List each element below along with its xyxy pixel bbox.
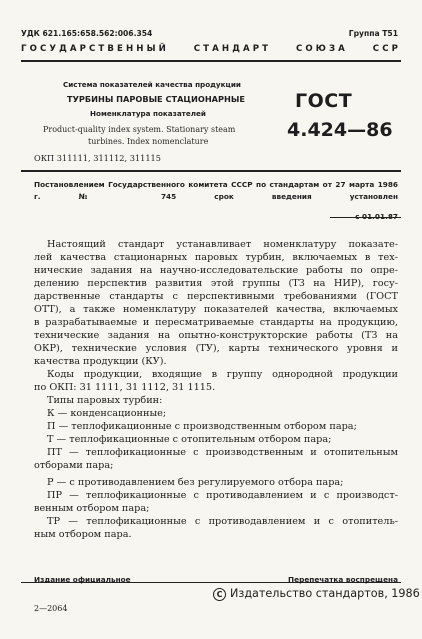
english-title-line-2: turbines. Index nomenclature (88, 137, 209, 146)
system-line: Система показателей качества продукции (63, 80, 241, 89)
body-line: дарственные стандарты с перспективными требованиями (ГОСТ (34, 291, 398, 302)
okp-codes: ОКП 311111, 311112, 311115 (34, 153, 161, 163)
reprint-prohibited-label: Перепечатка воспрещена (288, 575, 398, 584)
body-line: Настоящий стандарт устанавливает номенклатуру показате- (47, 239, 398, 250)
effective-date-underline (330, 217, 401, 218)
body-line: по ОКП: 31 1111, 31 1112, 31 1115. (34, 382, 216, 393)
body-line: ОТТ), а также номенклатуру показателей качества, включаемых (34, 304, 398, 315)
body-line: К — конденсационные; (47, 408, 167, 419)
body-line: Р — с противодавлением без регулируемого отбора пара; (47, 477, 344, 488)
body-line: ТР — теплофикационные с противодавлением и с отопитель- (47, 516, 398, 527)
gost-label: ГОСТ (295, 90, 353, 112)
body-line: качества продукции (КУ). (34, 356, 167, 367)
body-line: нические задания на научно-исследовательские работы по опре- (34, 265, 398, 276)
english-title-line-1: Product-quality index system. Stationary steam (43, 125, 236, 134)
state-standard-heading: ГОСУДАРСТВЕННЫЙ СТАНДАРТ СОЮЗА ССР (21, 44, 401, 54)
document-subtitle: Номенклатура показателей (90, 109, 206, 118)
body-line: ПР — теплофикационные с противодавлением и с производст- (47, 490, 398, 501)
copyright-icon: C (213, 588, 226, 601)
body-line: ным отбором пара. (34, 529, 132, 540)
document-title: ТУРБИНЫ ПАРОВЫЕ СТАЦИОНАРНЫЕ (67, 94, 245, 104)
gost-number: 4.424—86 (287, 119, 393, 141)
middle-rule (21, 170, 401, 172)
body-line: Т — теплофикационные с отопительным отбором пара; (47, 434, 332, 445)
body-line: венным отбором пара; (34, 503, 150, 514)
body-line: делению перспектив развития этой группы (ТЗ на НИР), госу- (34, 278, 398, 289)
publisher-name: Издательство стандартов, 1986 (230, 587, 420, 600)
body-line: Типы паровых турбин: (47, 395, 163, 406)
udk-code: УДК 621.165:658.562:006.354 (21, 29, 153, 38)
body-line: технические задания на опытно-конструкторские работы (ТЗ на (34, 330, 398, 341)
publisher-line (213, 587, 420, 601)
signature-mark: 2—2064 (34, 604, 68, 613)
official-edition-label: Издание официальное (34, 575, 131, 584)
body-line: Коды продукции, входящие в группу однородной продукции (47, 369, 398, 380)
body-line: ПТ — теплофикационные с производственным и отопительным (47, 447, 398, 458)
group-code: Группа Т51 (348, 29, 398, 38)
resolution-text: Постановлением Государственного комитета СССР по стандартам от 27 марта 1986 г. № 745 срок введения установлен (34, 180, 398, 201)
body-line: лей качества стационарных паровых турбин, включаемых в тех- (34, 252, 398, 263)
body-line: отборами пара; (34, 460, 114, 471)
body-line: П — теплофикационные с производственным отбором пара; (47, 421, 357, 432)
body-line: ОКР), технические условия (ТУ), карты технического уровня и (34, 343, 398, 354)
body-line: в разрабатываемые и пересматриваемые стандарты на продукцию, (34, 317, 398, 328)
top-rule (21, 60, 401, 62)
